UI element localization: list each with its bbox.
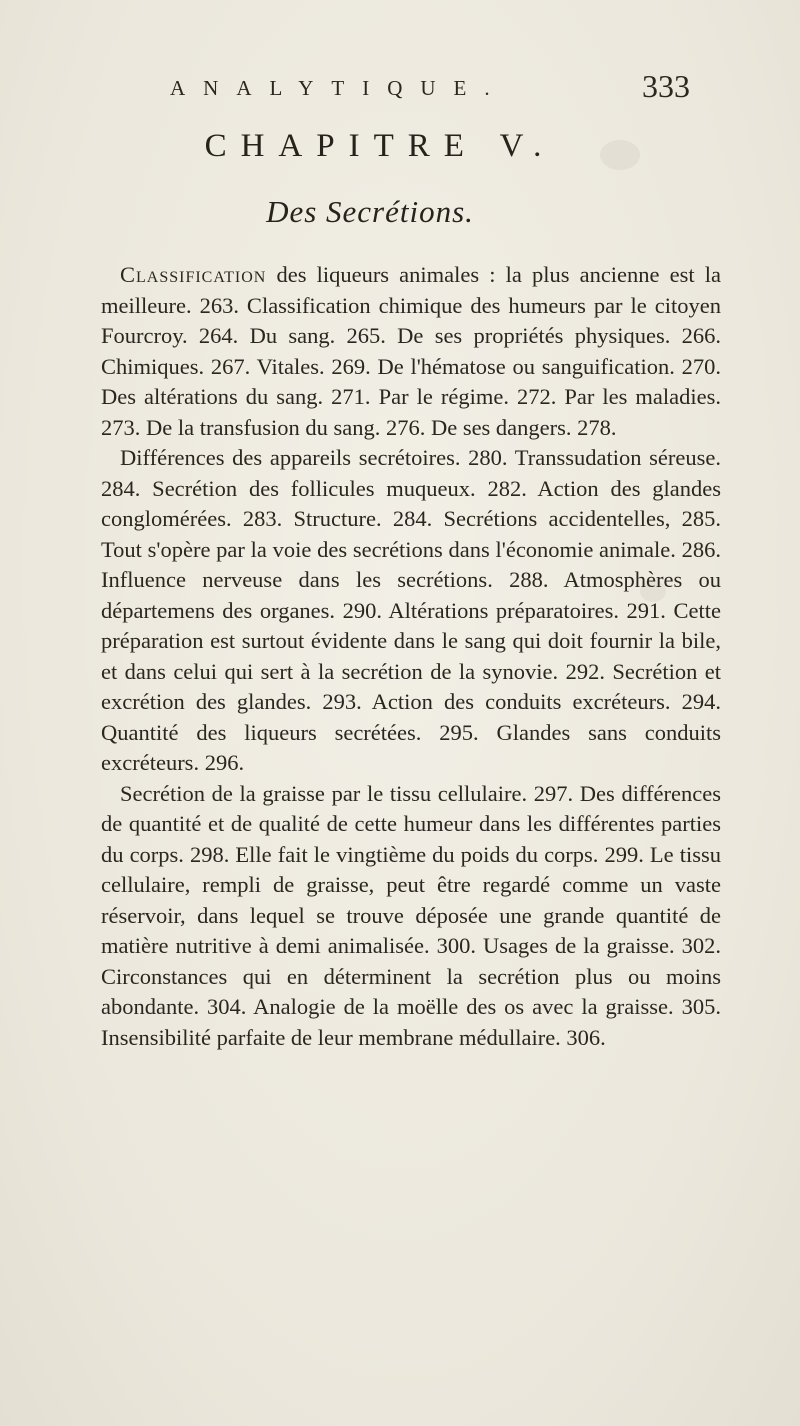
paragraph (101, 260, 721, 443)
running-title: ANALYTIQUE. (170, 76, 508, 100)
paragraph-lead-word: Classification (120, 262, 267, 287)
paragraph-text: Secrétion de la graisse par le tissu cellulaire. 297. Des différences de quantité et de qualité de cette humeur dans les différentes parties du corps. 298. Elle fait le vingtième du poids du corps. 299. Le tissu cellulaire, rempli de graisse, peut être regardé comme un vaste réservoir, dans lequel se trouve déposée une grande quantité de matière nutritive à demi animalisée. 300. Usages de la graisse. 302. Circonstances qui en déterminent la secrétion plus ou moins abondante. 304. Analogie de la moëlle des os avec la graisse. 305. Insensibilité parfaite de leur membrane médullaire. 306. (101, 780, 721, 1050)
chapter-subtitle: Des Secrétions. (266, 194, 474, 229)
paragraph-text: des liqueurs animales : la plus ancienne est la meilleure. 263. Classification chimique des humeurs par le citoyen Fourcroy. 264. Du sang. 265. De ses propriétés physiques. 266. Chimiques. 267. Vitales. 269. De l'hématose ou sanguification. 270. Des altérations du sang. 271. Par le régime. 272. Par les maladies. 273. De la transfusion du sang. 276. De ses dangers. 278. (101, 262, 721, 440)
paragraph (101, 443, 721, 779)
chapter-title: CHAPITRE V. (204, 128, 556, 164)
running-head (170, 68, 690, 108)
page-number: 333 (642, 68, 690, 104)
chapter-summary (101, 260, 721, 1053)
paragraph-text: Différences des appareils secrétoires. 280. Transsudation séreuse. 284. Secrétion des follicules muqueux. 282. Action des glandes conglomérées. 283. Structure. 284. Secrétions accidentelles, 285. Tout s'opère par la voie des secrétions dans l'économie animale. 286. Influence nerveuse dans les secrétions. 288. Atmosphères ou départemens des organes. 290. Altérations préparatoires. 291. Cette préparation est surtout évidente dans le sang qui doit fournir la bile, et dans celui qui sert à la secrétion de la synovie. 292. Secrétion et excrétion des glandes. 293. Action des conduits excréteurs. 294. Quantité des liqueurs secrétées. 295. Glandes sans conduits excréteurs. 296. (101, 445, 721, 775)
paragraph (101, 779, 721, 1054)
